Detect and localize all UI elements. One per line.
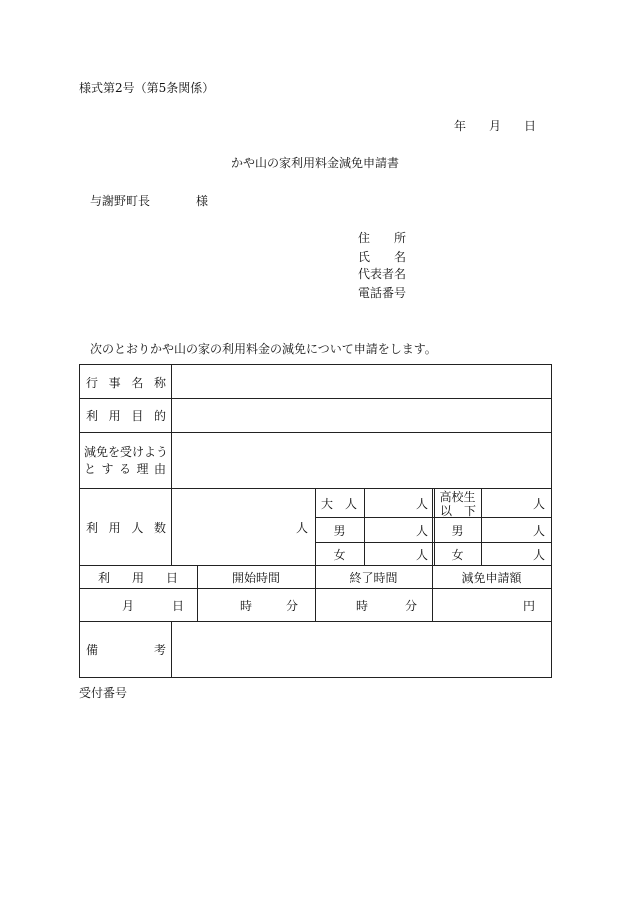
end-hour-label: 時 <box>355 598 368 613</box>
name-label: 氏 名 <box>358 249 406 264</box>
intro-text: 次のとおりかや山の家の利用料金の減免について申請をします。 <box>90 342 437 356</box>
end-minute-label: 分 <box>404 598 417 613</box>
use-day-label: 日 <box>171 598 184 613</box>
date-day-label: 日 <box>524 119 537 133</box>
addressee-name: 与謝野町長 <box>90 194 151 208</box>
representative-label: 代表者名 <box>358 267 407 281</box>
total-users-unit: 人 <box>295 520 308 535</box>
reduction-amount-label: 減免申請額 <box>461 570 522 585</box>
adult-unit: 人 <box>415 496 428 511</box>
highschool-label-line2: 以 下 <box>440 504 476 518</box>
form-number: 様式第2号（第5条関係） <box>79 81 215 95</box>
adult-male-label: 男 <box>333 523 346 538</box>
start-time-label: 開始時間 <box>231 570 280 585</box>
highschool-male-label: 男 <box>451 523 464 538</box>
adult-female-unit: 人 <box>415 547 428 562</box>
start-hour-label: 時 <box>239 598 252 613</box>
adult-female-label: 女 <box>333 547 346 562</box>
end-time-label: 終了時間 <box>349 570 398 585</box>
highschool-female-unit: 人 <box>532 547 545 562</box>
reception-number-label: 受付番号 <box>79 686 128 700</box>
event-name-label: 行 事 名 称 <box>86 375 166 390</box>
addressee-suffix: 様 <box>196 194 209 208</box>
yen-unit: 円 <box>522 598 535 613</box>
highschool-female-label: 女 <box>451 547 464 562</box>
reason-label-line1: 減免を受けよう <box>84 445 169 459</box>
adult-label: 大 人 <box>321 496 357 511</box>
highschool-unit: 人 <box>532 496 545 511</box>
adult-male-unit: 人 <box>415 523 428 538</box>
reason-label-line2: と す る 理 由 <box>84 461 166 476</box>
date-month-label: 月 <box>489 119 502 133</box>
address-label: 住 所 <box>358 230 406 245</box>
use-month-label: 月 <box>121 598 134 613</box>
use-date-label: 利 用 日 <box>98 570 178 585</box>
date-year-label: 年 <box>454 119 467 133</box>
purpose-label: 利 用 目 的 <box>86 408 166 423</box>
document-title: かや山の家利用料金減免申請書 <box>230 156 399 170</box>
phone-label: 電話番号 <box>358 286 407 300</box>
highschool-male-unit: 人 <box>532 523 545 538</box>
remarks-label: 備 考 <box>86 642 166 657</box>
start-minute-label: 分 <box>285 598 298 613</box>
highschool-label-line1: 高校生 <box>439 490 476 504</box>
users-label: 利 用 人 数 <box>86 520 166 535</box>
